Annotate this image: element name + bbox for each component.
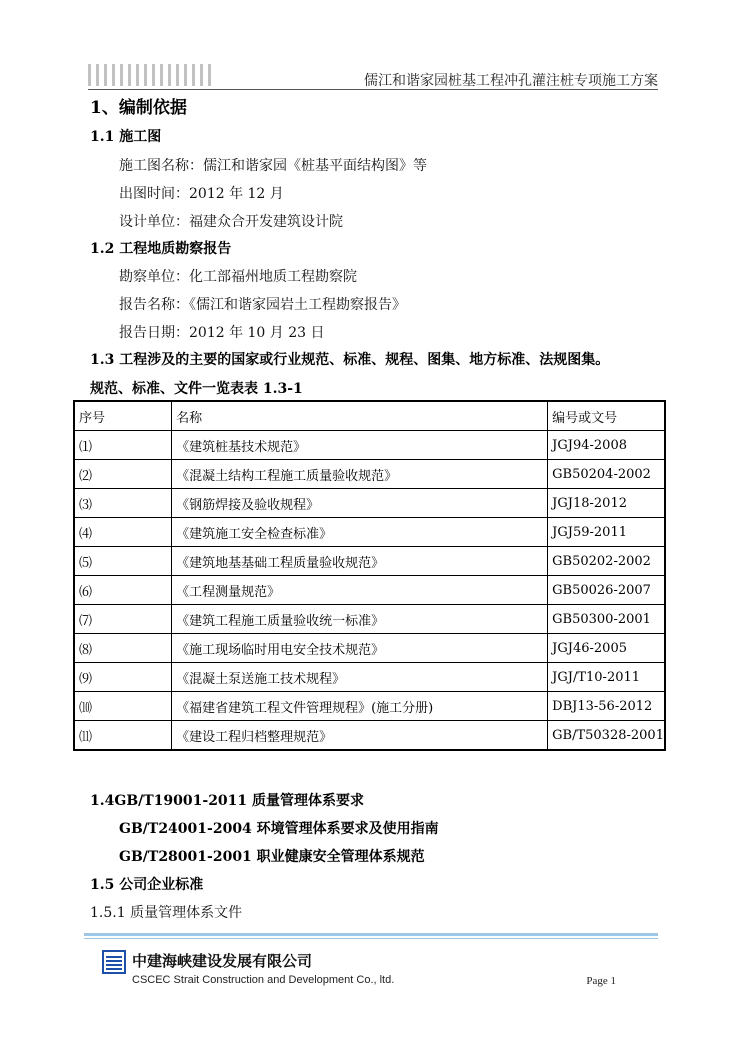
- table-row: [74, 518, 665, 547]
- cell-index: ⑵: [74, 460, 172, 489]
- header-decoration: [88, 64, 216, 86]
- cell-name: 《建筑地基基础工程质量验收规范》: [172, 547, 548, 576]
- section-1-4-line-2: GB/T24001-2004 环境管理体系要求及使用指南: [119, 821, 439, 837]
- cell-name: 《施工现场临时用电安全技术规范》: [172, 634, 548, 663]
- cell-code: GB50026-2007: [548, 576, 665, 605]
- table-row: [74, 605, 665, 634]
- cell-index: ⑹: [74, 576, 172, 605]
- table-row: [74, 547, 665, 576]
- cell-code: JGJ/T10-2011: [548, 663, 665, 692]
- cell-code: GB50300-2001: [548, 605, 665, 634]
- company-name-cn: 中建海峡建设发展有限公司: [132, 952, 313, 970]
- drawing-date: 出图时间：2012 年 12 月: [119, 186, 284, 202]
- table-row: [74, 460, 665, 489]
- drawing-name: 施工图名称：儒江和谐家园《桩基平面结构图》等: [119, 158, 427, 174]
- table-row: [74, 431, 665, 460]
- header-cell-index: 序号: [74, 401, 172, 431]
- section-1-5-1-title: 1.5.1 质量管理体系文件: [90, 905, 243, 921]
- cell-name: 《福建省建筑工程文件管理规程》(施工分册): [172, 692, 548, 721]
- cscec-logo-icon: [102, 950, 126, 974]
- cell-index: ⑴: [74, 431, 172, 460]
- cell-index: ⑺: [74, 605, 172, 634]
- section-1-5-title: 1.5 公司企业标准: [90, 877, 204, 893]
- report-date: 报告日期：2012 年 10 月 23 日: [119, 325, 325, 341]
- table-header-row: [74, 401, 665, 431]
- report-name: 报告名称：《儒江和谐家园岩土工程勘察报告》: [119, 297, 406, 313]
- cell-name: 《钢筋焊接及验收规程》: [172, 489, 548, 518]
- cell-index: ⑻: [74, 634, 172, 663]
- cell-code: GB50202-2002: [548, 547, 665, 576]
- header-divider: [88, 89, 658, 90]
- table-caption: 规范、标准、文件一览表表 1.3-1: [90, 381, 303, 397]
- cell-code: GB50204-2002: [548, 460, 665, 489]
- standards-table: [73, 400, 666, 751]
- section-1-3-title: 1.3 工程涉及的主要的国家或行业规范、标准、规程、图集、地方标准、法规图集。: [90, 352, 610, 368]
- cell-code: GB/T50328-2001: [548, 721, 665, 751]
- header-title: 儒江和谐家园桩基工程冲孔灌注桩专项施工方案: [364, 73, 658, 89]
- header-cell-code: 编号或文号: [548, 401, 665, 431]
- page-number: Page 1: [586, 975, 616, 987]
- footer-divider-thin: [84, 938, 658, 939]
- table-row: [74, 489, 665, 518]
- cell-index: ⑸: [74, 547, 172, 576]
- table-row: [74, 634, 665, 663]
- table-row: [74, 576, 665, 605]
- cell-code: DBJ13-56-2012: [548, 692, 665, 721]
- cell-name: 《建设工程归档整理规范》: [172, 721, 548, 751]
- cell-index: ⑷: [74, 518, 172, 547]
- cell-name: 《建筑工程施工质量验收统一标准》: [172, 605, 548, 634]
- cell-code: JGJ18-2012: [548, 489, 665, 518]
- cell-name: 《建筑桩基技术规范》: [172, 431, 548, 460]
- cell-name: 《混凝土泵送施工技术规程》: [172, 663, 548, 692]
- table-row: [74, 721, 665, 751]
- section-1-title: 1、编制依据: [90, 98, 187, 118]
- section-1-1-title: 1.1 施工图: [90, 129, 162, 145]
- cell-index: ⑾: [74, 721, 172, 751]
- section-1-4-line-3: GB/T28001-2001 职业健康安全管理体系规范: [119, 849, 425, 865]
- header-cell-name: 名称: [172, 401, 548, 431]
- design-unit: 设计单位：福建众合开发建筑设计院: [119, 214, 343, 230]
- survey-unit: 勘察单位：化工部福州地质工程勘察院: [119, 269, 357, 285]
- cell-index: ⑶: [74, 489, 172, 518]
- cell-name: 《建筑施工安全检查标准》: [172, 518, 548, 547]
- cell-code: JGJ94-2008: [548, 431, 665, 460]
- cell-code: JGJ46-2005: [548, 634, 665, 663]
- footer-divider: [84, 933, 658, 936]
- section-1-4-line-1: 1.4GB/T19001-2011 质量管理体系要求: [90, 793, 365, 809]
- table-row: [74, 692, 665, 721]
- cell-index: ⑼: [74, 663, 172, 692]
- section-1-2-title: 1.2 工程地质勘察报告: [90, 241, 232, 257]
- company-name-en: CSCEC Strait Construction and Development Co., ltd.: [132, 974, 395, 986]
- cell-index: ⑽: [74, 692, 172, 721]
- cell-name: 《工程测量规范》: [172, 576, 548, 605]
- cell-code: JGJ59-2011: [548, 518, 665, 547]
- table-row: [74, 663, 665, 692]
- cell-name: 《混凝土结构工程施工质量验收规范》: [172, 460, 548, 489]
